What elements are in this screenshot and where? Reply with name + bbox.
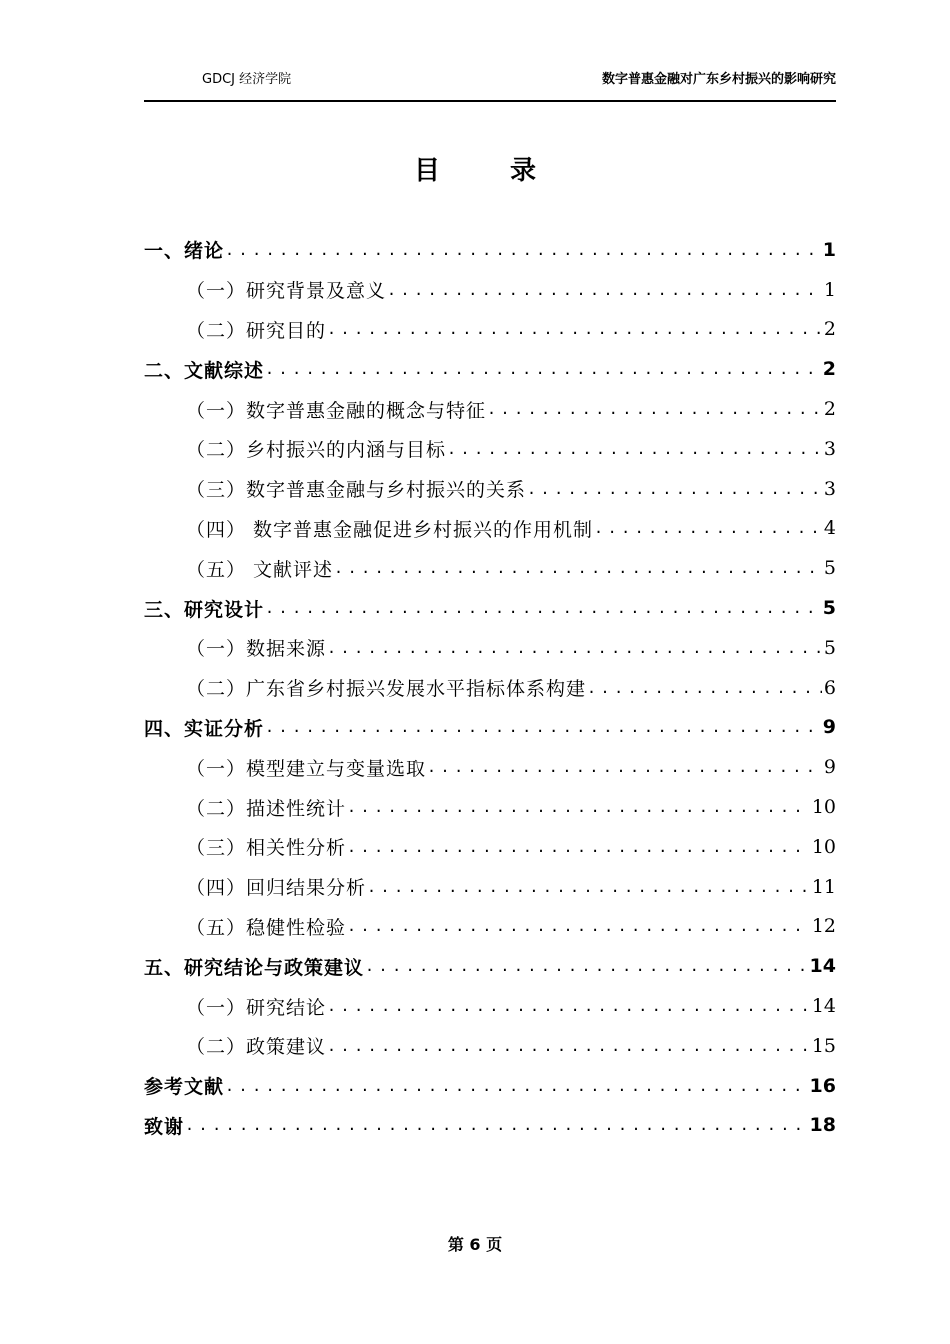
toc-dot-leader xyxy=(265,718,821,736)
toc-dot-leader xyxy=(347,917,810,935)
toc-dot-leader xyxy=(347,798,810,816)
toc-entry-text: （二）研究目的 xyxy=(186,319,327,342)
toc-dot-leader xyxy=(334,559,822,577)
toc-page-number: 4 xyxy=(823,517,836,540)
toc-dot-leader xyxy=(225,241,821,259)
toc-entry[interactable] xyxy=(144,509,836,549)
toc-entry-text: 参考文献 xyxy=(144,1076,225,1099)
toc-page-number: 1 xyxy=(823,278,836,301)
toc-page-number: 6 xyxy=(823,676,836,699)
toc-entry-text: （二）政策建议 xyxy=(186,1036,327,1059)
toc-entry-text: 二、文献综述 xyxy=(144,359,265,382)
toc-page-number: 15 xyxy=(811,1034,836,1057)
toc-page-number: 11 xyxy=(811,875,836,898)
toc-page-number: 9 xyxy=(823,756,836,779)
toc-dot-leader xyxy=(265,360,821,378)
toc-dot-leader xyxy=(185,1116,808,1134)
toc-entry[interactable] xyxy=(144,588,836,628)
toc-entry-text: （五）稳健性检验 xyxy=(186,916,347,939)
toc-entry[interactable] xyxy=(144,907,836,947)
toc-entry[interactable] xyxy=(144,747,836,787)
toc-entry-text: （一）研究结论 xyxy=(186,996,327,1019)
header-divider xyxy=(144,100,836,102)
page-number-footer: 第 6 页 xyxy=(447,1235,503,1254)
toc-entry[interactable] xyxy=(144,1066,836,1106)
toc-dot-leader xyxy=(327,997,810,1015)
toc-entry-text: 四、实证分析 xyxy=(144,717,265,740)
toc-page-number: 16 xyxy=(809,1074,836,1097)
toc-dot-leader xyxy=(427,758,822,776)
page-header xyxy=(144,64,836,104)
toc-page-number: 5 xyxy=(822,597,836,620)
toc-dot-leader xyxy=(447,440,822,458)
toc-entry-text: 五、研究结论与政策建议 xyxy=(144,956,365,979)
toc-entry[interactable] xyxy=(144,867,836,907)
toc-entry-text: （二）描述性统计 xyxy=(186,797,347,820)
toc-page-number: 10 xyxy=(811,796,836,819)
toc-page-number: 5 xyxy=(823,557,836,580)
toc-entry[interactable] xyxy=(144,389,836,429)
toc-page-number: 2 xyxy=(822,358,836,381)
toc-page-number: 10 xyxy=(811,835,836,858)
toc-entry-text: （一）模型建立与变量选取 xyxy=(186,757,427,780)
toc-page-number: 3 xyxy=(823,477,836,500)
toc-page-number: 18 xyxy=(809,1114,836,1137)
toc-entry-text: 致谢 xyxy=(144,1115,185,1138)
toc-dot-leader xyxy=(225,1077,808,1095)
toc-entry[interactable] xyxy=(144,708,836,748)
toc-entry-text: （一）数据来源 xyxy=(186,638,327,661)
toc-entry[interactable] xyxy=(144,548,836,588)
toc-entry-text: （三）相关性分析 xyxy=(186,837,347,860)
toc-dot-leader xyxy=(367,878,810,896)
toc-entry[interactable] xyxy=(144,1106,836,1146)
toc-entry-text: 一、绪论 xyxy=(144,240,225,263)
toc-dot-leader xyxy=(594,519,822,537)
table-of-contents xyxy=(144,230,836,1145)
toc-dot-leader xyxy=(327,1037,810,1055)
toc-entry-text: （一）研究背景及意义 xyxy=(186,280,387,303)
toc-page-number: 14 xyxy=(811,995,836,1018)
toc-page-number: 2 xyxy=(823,398,836,421)
toc-entry-text: （五） 文献评述 xyxy=(186,558,334,581)
toc-entry[interactable] xyxy=(144,230,836,270)
toc-entry[interactable] xyxy=(144,349,836,389)
toc-entry[interactable] xyxy=(144,270,836,310)
toc-entry[interactable] xyxy=(144,469,836,509)
toc-entry-text: （二）广东省乡村振兴发展水平指标体系构建 xyxy=(186,678,587,701)
header-institution: GDCJ 经济学院 xyxy=(202,72,292,87)
toc-entry-text: （三）数字普惠金融与乡村振兴的关系 xyxy=(186,479,527,502)
toc-entry[interactable] xyxy=(144,787,836,827)
toc-dot-leader xyxy=(365,957,808,975)
toc-dot-leader xyxy=(265,599,821,617)
toc-page-number: 2 xyxy=(823,318,836,341)
toc-entry-text: 三、研究设计 xyxy=(144,598,265,621)
toc-entry-text: （四） 数字普惠金融促进乡村振兴的作用机制 xyxy=(186,518,594,541)
toc-page-number: 1 xyxy=(822,238,836,261)
toc-heading: 目录 xyxy=(413,156,606,186)
toc-entry[interactable] xyxy=(144,1026,836,1066)
toc-dot-leader xyxy=(527,480,822,498)
toc-entry[interactable] xyxy=(144,827,836,867)
toc-dot-leader xyxy=(387,281,822,299)
toc-dot-leader xyxy=(487,400,822,418)
toc-dot-leader xyxy=(347,838,810,856)
toc-page-number: 12 xyxy=(811,915,836,938)
toc-entry[interactable] xyxy=(144,946,836,986)
toc-page-number: 9 xyxy=(822,716,836,739)
toc-entry-text: （二）乡村振兴的内涵与目标 xyxy=(186,439,447,462)
toc-entry[interactable] xyxy=(144,310,836,350)
toc-dot-leader xyxy=(327,320,822,338)
toc-entry-text: （一）数字普惠金融的概念与特征 xyxy=(186,399,487,422)
toc-entry[interactable] xyxy=(144,429,836,469)
toc-page-number: 3 xyxy=(823,437,836,460)
toc-entry[interactable] xyxy=(144,668,836,708)
header-paper-title: 数字普惠金融对广东乡村振兴的影响研究 xyxy=(601,72,836,87)
toc-page-number: 5 xyxy=(823,636,836,659)
toc-entry-text: （四）回归结果分析 xyxy=(186,877,367,900)
toc-entry[interactable] xyxy=(144,628,836,668)
toc-dot-leader xyxy=(587,679,822,697)
toc-entry[interactable] xyxy=(144,986,836,1026)
toc-page-number: 14 xyxy=(809,955,836,978)
toc-dot-leader xyxy=(327,639,822,657)
